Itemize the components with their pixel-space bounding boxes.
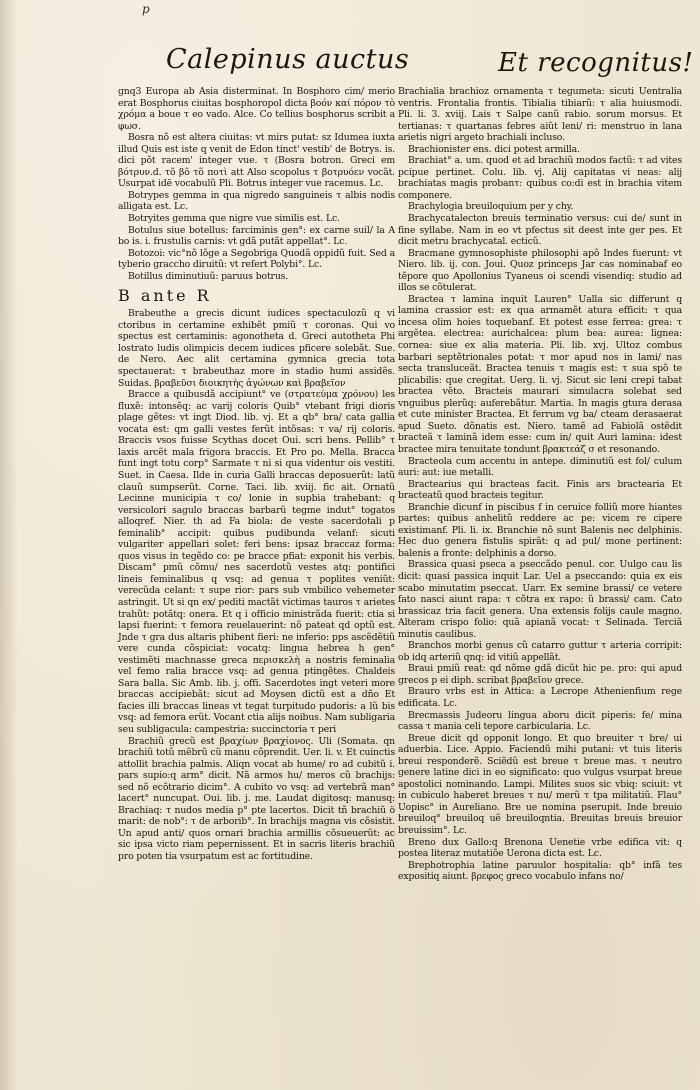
entry-bractearius: Bractearius qui bracteas facit. Finis ars bractearia Et bracteatũ quod bracteis tegitur. [398,478,682,502]
entry-brachialia: Brachialia brachioz ornamenta τ tegumeta: sicuti Uentralia ventris. Frontalia frontis. Tibialia tibiarũ: τ alia huiusmodi. Pli. li. 3. xviij. Lais τ Salpe canũ rabio. sorum morsus. Et tertianas: τ quartanas febres aiũt leni/ ri: menstruo in lana arietis nigri argeto brachiali incluso. [398,86,682,144]
entry-bractea: Bractea τ lamina inquit Lauren° Ualla sic differunt q lamina crassior est: ex qua armamẽt atura efficit: τ qua incesa olim hoies toquebanf. Et potest esse ferrea: grea: τ argẽtea. electrea: aurichalcea: plum bea: aurea: lignea: cornea: siue ex alia materia. Pli. lib. xvj. Ultoz combus barbari septẽtrionales potat: τ mor apud nos in lami/ nas secta transluceãt. Bractea tenuis τ magis est: τ sua spõ te plicabilis: que cregitat. Uerg. li. vj. Sicut sic leni crepi tabat bractea vẽto. Bracteis maurari simulacra solebat sed vnguibus plerũq: auferebãtur. Martia. In magis gtura derasa et cute minister Bractea. Et ferrum vg ba/ cteam derasaerat apud Sueto. dõnatis est. Niero. tamẽ ad Fabiolã ostẽdit bracteã τ laminã idem esse: cum in/ quit Auri lamina: idest bractee mira tenuitate tondunt βρακτεάζ σ et resonando. [398,293,682,455]
entry-bosphorus: gnq3 Europa ab Asia disterminat. In Bosphoro cim/ merio erat Bosphorus ciuitas bosphoropol dicta βοόν καί πόρον τὸ χρόμα a boue τ eo vado. Alce. Co tellius bosphorus scribit a φωσ. [118,86,395,132]
entry-brachionister: Brachionister ens. dici potest armilla. [408,143,580,155]
folio-mark: p [142,2,150,16]
entry-bracce: Bracce a quibusdã accipiunt° ve (στρατεύμα χρόνου) les fluxẽ: intonsẽq: ac varij coloris Quib° vtebant frigi dioris plage gẽtes: vt ingt Diod. lib. vj. Et a qb° bra/ cata gallia vocata est: qm galli vestes ferũt intõsas: τ va/ rij coloris. Braccis vsos fuisse Scythas docet Oui. scri bens. Pellib° τ laxis arcẽt mala frigora braccis. Et Pro po. Mella. Bracca funt ingt totu corp° Sarmate τ ni si qua videntur ois vestiti. Suet. in Caesa. Ilde in curia Galli braccas deposuerũt: latũ clauũ sumpserũt. Corne. Taci. lib. xviij. fic ait. Ornatũ Lecinne municipia τ co/ lonie in supbia trahebant: q versicolori sagulo braccas barbarũ tegme indut° togatos alloqref. Nier. th ad Fa biola: de veste sacerdotali p feminalib° accipit: quibus pudibunda velanf: sicuti vulgariter appellari solet: feri bens: ipsaz braccaz forma: quos visus in tegẽdo co: pe bracce pfiat: exponit his verbis. Discam° pmũ cõmu/ nes sacerdotũ vestes atq: pontifici lineis feminalibus q vsq: ad genua τ poplites veniũt: verecũda celant: τ supe rior: pars sub vmbilico vehemeter astringit. Ut si qn ex/ pediti mactãt victimas tauros τ arietes trahũt: potãtq: onera. Et q i officio ministrãda fuerit: ctia si lapsi fuerint: τ femora reuelauerint: nõ pateat qd optũ est. Jnde τ gra dus altaris phibent fieri: ne inferio: pps ascẽdẽtiũ vere cunda cõspiciat: vocatq: lingua hebrea h gen° vestimẽti machnasse greca περισκελὴ a nostris feminalia vel femo ralia bracce vsq: ad genua ptingẽtes. Chaldeis Sara balla. Sic Amb. lib. j. offi. Sacerdotes ingt veteri more braccas accipiebãt: sicut ad Moysen dictũ est a dño Et facies illi braccas lineas vt tegat turpitudo pudoris: a lũ bis vsq: ad femora erũt. Vocant ctia alijs noibus. Nam subligaria seu subligacula: campestria: succinctoria τ peri [118,389,395,735]
entry-botozoi: Botozoi: vic°nõ lõge a Segobriga Quodã oppidũ fuit. Sed a tyberio graccho diruitũ: vt refert Polybi°. Lc. [118,247,395,271]
entry-bosra: Bosra nõ est altera ciuitas: vt mirs putat: sz Idumea iuxta illud Quis est iste q venit de Edon tinct' vestib' de Botrys. is. dici põt racem' integer vue. τ (Bosra botron. Greci em βότρυν.d. τõ βõ τõ ποτὶ att Also scopolus τ βοτρυόεν vocãt. Usurpat idē vocabulũ Pli. Botrus integer vue racemus. Lc. [118,132,395,190]
entry-brecmassis: Brecmassis Judeoru lingua aboru dicit piperis: fe/ mina cassa τ mania celi tepore carbicularia. Lc. [398,709,682,733]
entry-brassica: Brassica quasi pseca a pseccãdo penul. cor. Uulgo cau lis dicit: quasi passica inquit Lar. Uel a pseccando: quia ex eis scabo minutatim pseccat. Uarr. Ex semine brassi/ ce vetere fato nasci aiunt rapa: τ cõtra ex rapo: ũ brassi/ cam. Cato brassicaz tria facit genera. Una extensis folijs caule magno. Alteram crispo folio: quã apianã vocat: τ Selinada. Terciã minutis caulibus. [398,559,682,640]
entry-breno: Breno dux Gallo:q Brenona Uenetie vrbe edifica vit: q postea literaz mutatiõe Uerona dicta est. Lc. [398,836,682,860]
right-text-column [398,86,682,883]
entry-brachycatalecton: Brachycatalecton breuis terminatio versus: cui de/ sunt in fine syllabe. Nam in eo vt pfectus sit deest inte ger pes. Et dicit metru brachycatal. ecticũ. [398,213,682,248]
entry-botrypes: Botrypes gemma in qua nigredo sanguineis τ albis nodis alligata est. Lc. [118,189,395,213]
entry-botillus: Botillus diminutiuũ: paruus botrus. [128,270,289,282]
entry-branchos: Branchos morbi genus cũ catarro guttur τ arteria corripit: ob idq arteriũ qnq: id vitiũ appellãt. [398,640,682,663]
entry-brachium: Brachiũ grecũ est βραχίων βραχίονος. Uli (Somata. qn brachiũ totũ mẽbrũ cũ manu cõprendit. Uer. li. v. Et cuinctis attollit brachia palmis. Aliqn vocat ab hume/ ro ad cubitũ i. pars supio:q arm° dicit. Nã armos hu/ meros cũ brachijs: sed nõ ecõtrario dicim°. A cubito vo vsq: ad vertebrã man° lacert° nuncupat. Oui. lib. j. me. Laudat digitosq: manusq: Brachiaq: τ nudos media p° pte lacertos. Dicit tñ brachiũ ö marit: de nob°: τ de arborib°. In brachijs magna vis cõsistit. Un apud anti/ quos ornari brachia armillis cõsueuerũt: ac sic ipsa victo riam pepernissent. Et in sacris literis brachiũ pro poten tia vsurpatum est ac fortitudine. [118,735,395,862]
entry-brachiatus: Brachiat° a. um. quod et ad brachiũ modos factũ: τ ad vites pcipue pertinet. Colu. lib. vj. Alij capitatas vi neas: alij brachiatas magis probanτ: quibus co:di est in brachia vitem componere. [398,155,682,201]
entry-botryites: Botryites gemma que nigre vue similis est. Lc. [128,213,340,225]
page-edge-shadow [0,0,18,1090]
running-header-left: Calepinus auctus [166,44,410,75]
entry-botulus: Botulus siue botellus: farciminis gen°: ex carne suil/ la A bo is. i. frustulis carnis: vt gdã putãt appellat°. Lc. [118,224,395,248]
entry-brauro: Brauro vrbs est in Attica: a Lecrope Athenienfium rege edificata. Lc. [398,686,682,709]
entry-braui: Braui pmiũ reat: qd nõme gdã dicũt hic pe. pro: qui apud grecos p ei diph. scribat βραβεῖον grece. [398,663,682,686]
left-text-column [118,86,395,863]
entry-bracmane: Bracmane gymnosophiste philosophi apõ Indes fuerunt: vt Niero. lib. ij. con. Joui. Quoz princeps Jar cas nominabaf eo tẽpore quo Apollonius Tyaneus oi scendi visendiq: studio ad illos se cõtulerat. [398,247,682,294]
section-heading-b-ante-r: B ante R [118,286,212,306]
entry-brephotrophia: Brephotrophia latine paruulor hospitalia: qb° infã tes expositiq aiunt. βρεφος greco vocabulo infans no/ [398,859,682,883]
entry-breue: Breue dicit qd opponit longo. Et quo breuiter τ bre/ ui aduerbia. Lice. Appio. Faciendũ mihi putani: vt tuis literis breui responderẽ. Sciẽdũ est breue τ breue mas. τ neutro genere latine dici in eo significato: quo vulgus vsurpat breue apostolici nominando. Lampi. Milites suos sic vbiq: sciuit: vt in cubiculo haberet breues τ nu/ merũ τ tpa militatiũ. Flau° Uopisc° in Aureliano. Bre ue nomina pserupit. Inde breuio breuiloq° breuiloq uẽ breuiloqntia. Breuitas breuis breuior breuissim°. Lc. [398,732,682,836]
entry-branchie: Branchie dicunf in piscibus f in ceruice folliũ more hiantes partes: quibus anhelitũ reddere ac pe: vicem re cipere existimanf. Pli. li. ix. Branchie nõ sunt Balenis nec delphinis. Hec duo genera fistulis spirãt: q ad pul/ mone pertinent: balenis a fronte: delphinis a dorso. [398,501,682,559]
entry-brabeuthe: Brabeuthe a grecis dicunt iudices spectaculozũ q vi ctoribus in certamine exhibẽt pmiũ τ coronas. Qui vo spectus est certaminis: agonotheta d. Greci autotheta Phi lostrato ludis olimpicis decem iudices pficere solebãt. Sue. de Nero. Aec alit certamina gymnica grecia tota spectauerat: τ brabeuthaz more in stadio humi assidẽs. Suidas. βραβεῦσι διοικητὴς ἀγώνων καὶ βραβεῖον [118,308,395,389]
entry-brachylogia: Brachylogia breuiloquium per y chy. [408,201,574,213]
entry-bracteola: Bracteola cum accentu in antepe. diminutiũ est fol/ culum auri: aut: iue metalli. [398,455,682,479]
running-header-right: Et recognitus! [498,48,694,78]
